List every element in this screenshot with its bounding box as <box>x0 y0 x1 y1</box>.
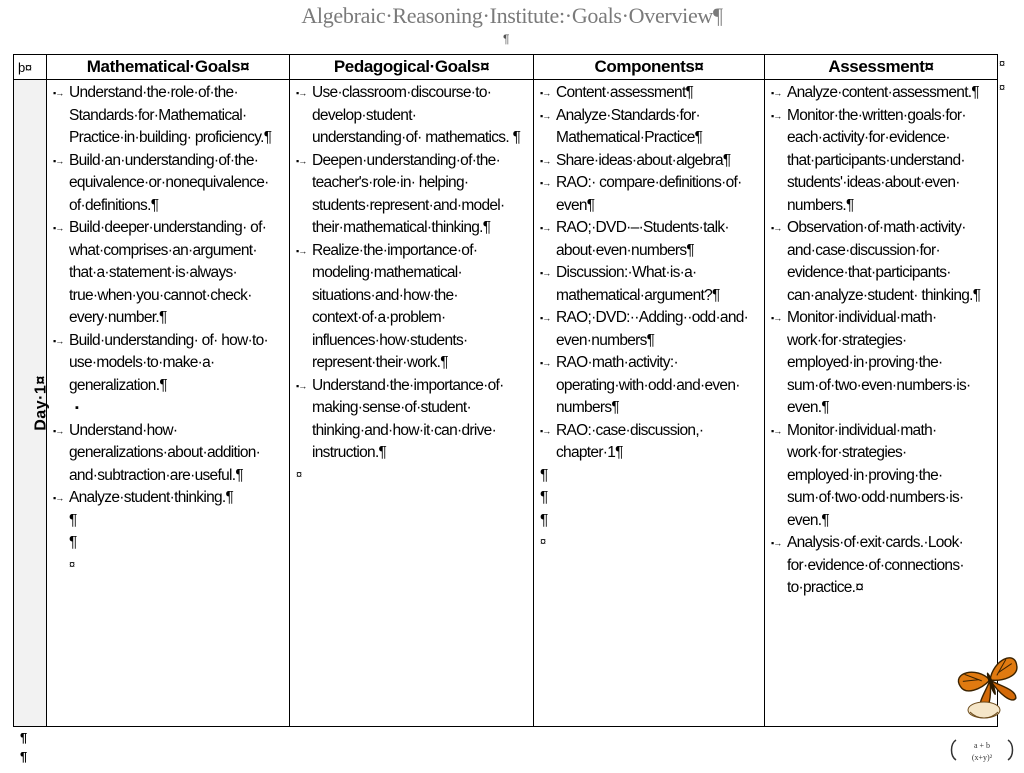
list-item: ▪→ Understand·how· generalizations·about·addition· and·subtraction·are·useful.¶ <box>53 420 285 488</box>
empty-list-item <box>53 397 285 420</box>
goals-overview-table <box>13 54 998 727</box>
row-end-mark: ¤ <box>999 58 1006 70</box>
header-pedagogical-goals: Pedagogical·Goals¤ <box>290 55 534 80</box>
list-item: ▪→ RAO;·DVD·–·Students·talk· about·even·numbers¶ <box>540 217 760 262</box>
list-item: ▪→ RAO;·DVD:··Adding··odd·and· even·numbers¶ <box>540 307 760 352</box>
list-item: ▪→ Analyze·student·thinking.¶ <box>53 487 285 510</box>
list-item: ▪→ Deepen·understanding·of·the· teacher's·role·in· helping· students·represent·and·model· their·mathematical·thinking.¶ <box>296 150 529 240</box>
list-item: ▪→ Build·deeper·understanding· of· what·comprises·an·argument· that·a·statement·is·always· true·when·you·cannot·check· every·number.¶ <box>53 217 285 330</box>
cell-end-mark: ¤ <box>296 468 303 481</box>
list-item: ▪→ Understand·the·role·of·the· Standards·for·Mathematical· Practice·in·building· proficiency.¶ <box>53 82 285 150</box>
document-title: Algebraic·Reasoning·Institute:·Goals·Overview¶ <box>301 3 723 28</box>
logo-formula-1: a + b <box>973 741 991 750</box>
list-item: ▪→ RAO·math·activity:· operating·with·odd·and·even· numbers¶ <box>540 352 760 420</box>
list-item: ▪→ Build·understanding· of· how·to· use·models·to·make·a· generalization.¶ <box>53 330 285 398</box>
list-item: ▪→ Build·an·understanding·of·the· equivalence·or·nonequivalence· of·definitions.¶ <box>53 150 285 218</box>
cell-end-mark: ¤ <box>69 558 76 571</box>
day-1-row <box>14 80 998 727</box>
list-item: ▪→ Analysis·of·exit·cards.·Look· for·evidence·of·connections· to·practice.¤ <box>771 532 993 600</box>
row-end-mark: ¤ <box>999 82 1006 94</box>
day-label: Day·1¤ <box>32 375 50 431</box>
mathematical-goals-cell <box>47 80 290 727</box>
list-item: ▪→ Monitor·individual·math· work·for·strategies· employed·in·proving·the· sum·of·two·even·numbers·is· even.¶ <box>771 307 993 420</box>
paragraph-mark: ¶ <box>540 511 549 529</box>
header-row <box>14 55 998 80</box>
pedagogical-goals-cell <box>290 80 534 727</box>
list-item: ▪→ Observation·of·math·activity· and·case·discussion·for· evidence·that·participants· can·analyze·student· thinking.¶ <box>771 217 993 307</box>
header-mathematical-goals: Mathematical·Goals¤ <box>47 55 290 80</box>
header-components: Components¤ <box>534 55 765 80</box>
paragraph-mark: ¶ <box>540 489 549 506</box>
list-item: ▪→ RAO:·case·discussion,· chapter·1¶ <box>540 420 760 465</box>
paragraph-mark: ¶ <box>20 749 28 764</box>
list-item: ▪→ Use·classroom·discourse·to· develop·student· understanding·of· mathematics. ¶ <box>296 82 529 150</box>
title-paragraph-mark: ¶ <box>503 32 510 46</box>
list-item: ▪→ Discussion:·What·is·a· mathematical·argument?¶ <box>540 262 760 307</box>
list-item: ▪→ Monitor·individual·math· work·for·strategies· employed·in·proving·the· sum·of·two·odd·numbers·is· even.¶ <box>771 420 993 533</box>
list-item: ▪→ Content·assessment¶ <box>540 82 760 105</box>
corner-cell: þ¤ <box>14 55 47 80</box>
list-item: ▪→ Analyze·content·assessment.¶ <box>771 82 993 105</box>
paragraph-mark: ¶ <box>20 730 28 745</box>
cell-end-mark: ¤ <box>540 536 547 548</box>
butterfly-icon <box>940 652 1024 768</box>
assessment-cell <box>765 80 998 727</box>
logo-formula-2: (x+y)² <box>971 753 993 762</box>
butterfly-logo <box>940 652 1024 768</box>
paragraph-mark: ¶ <box>69 511 78 529</box>
list-item: ▪→ Realize·the·importance·of· modeling·mathematical· situations·and·how·the· context·of·a·problem· influences·how·students· represent·their·work.¶ <box>296 240 529 375</box>
list-item: ▪→ RAO:· compare·definitions·of· even¶ <box>540 172 760 217</box>
paragraph-mark: ¶ <box>69 534 78 551</box>
list-item: ▪→ Analyze·Standards·for· Mathematical·Practice¶ <box>540 105 760 150</box>
list-item: ▪→ Monitor·the·written·goals·for· each·activity·for·evidence· that·participants·understand· students'·ideas·about·even· numbers.¶ <box>771 105 993 218</box>
components-cell <box>534 80 765 727</box>
header-assessment: Assessment¤ <box>765 55 998 80</box>
list-item: ▪→ Understand·the·importance·of· making·sense·of·student· thinking·and·how·it·can·drive· instruction.¶ <box>296 375 529 465</box>
list-item: ▪→ Share·ideas·about·algebra¶ <box>540 150 760 173</box>
day-cell <box>14 80 50 727</box>
paragraph-mark: ¶ <box>540 466 549 484</box>
